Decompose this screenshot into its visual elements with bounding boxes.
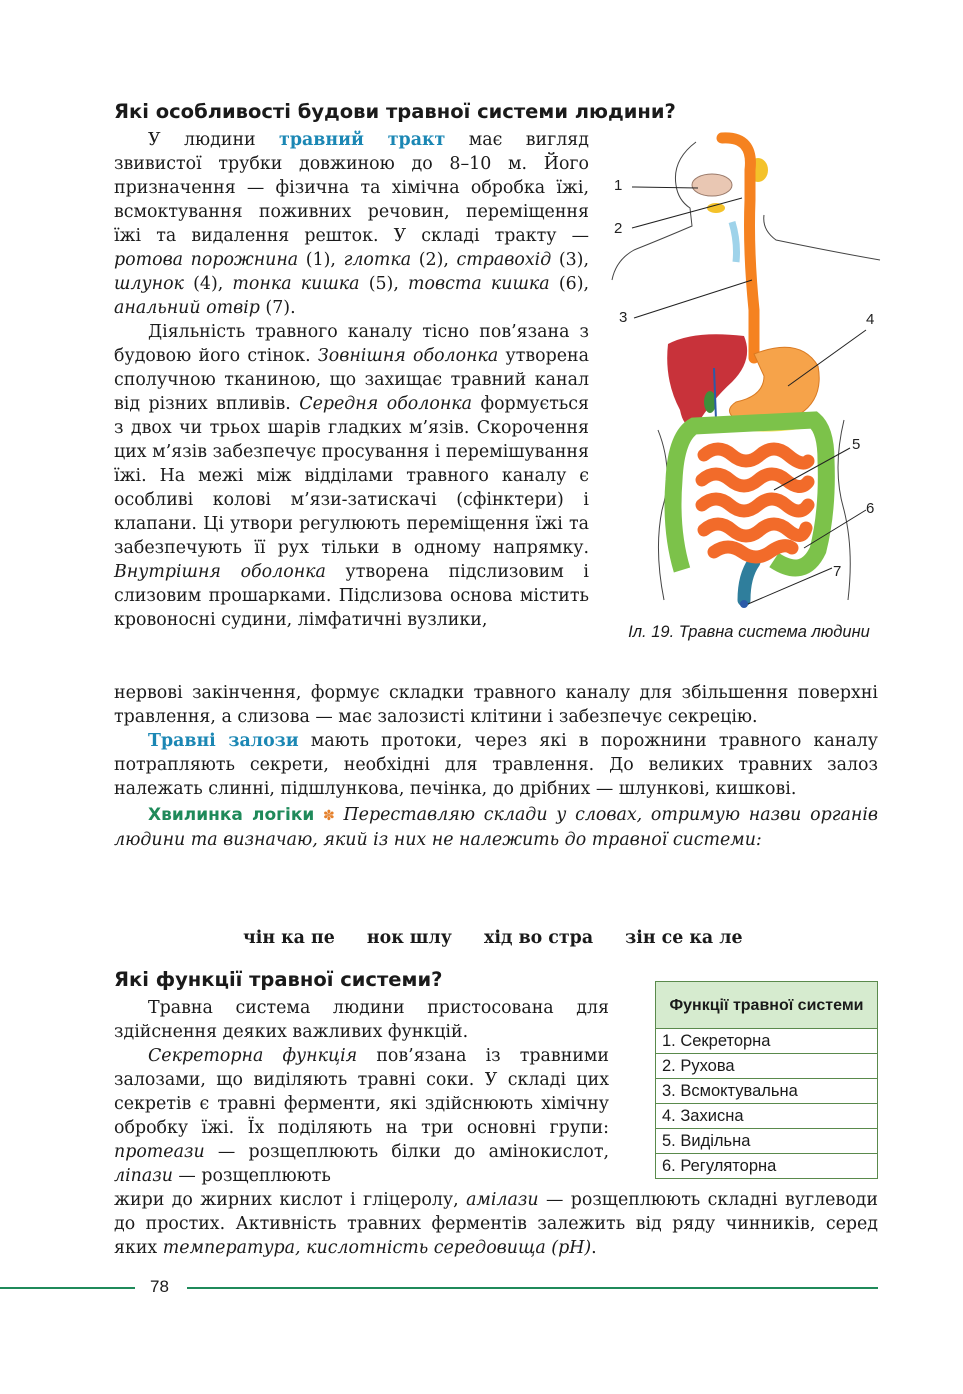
footer-rule-left — [0, 1287, 135, 1289]
logic-label: Хвилинка логіки — [148, 805, 315, 825]
paragraph-tract: У людини травний тракт має вигляд звивистої трубки довжиною до 8–10 м. Його призначення — фізична та хімічна обробка їжі, всмоктування поживних речовин, переміщення їжі та видалення решток. У складі тракту — ротова порожнина (1), глотка (2), стравохід (3), шлунок (4), тонка кишка (5), товста кишка (6), анальний отвір (7). — [114, 130, 590, 318]
paragraph-functions-intro: Травна система людини пристосована для здійснення деяких важливих функцій. — [114, 998, 609, 1042]
table-row: 4. Захисна — [656, 1104, 878, 1129]
callout-number: 1 — [614, 177, 623, 194]
table-row: 2. Рухова — [656, 1054, 878, 1079]
keyword-digestive-glands: Травні залози — [148, 731, 299, 751]
paragraph-secretory: Секреторна функція пов’язана із травними залозами, що виділяють травні соки. У складі цих секретів є травні ферменти, які здійснюють хімічну обробку їжі. Їх поділяють на три основні групи: протеази — розщеплюють білки до амінокислот, ліпази — розщеплюють — [114, 1046, 609, 1186]
figure-caption: Іл. 19. Травна система людини — [628, 623, 870, 641]
footer-rule-right — [187, 1287, 878, 1289]
page-number: 78 — [150, 1277, 169, 1296]
paragraph-walls-continued: нервові закінчення, формує складки травного каналу для збільшення поверхні травлення, а слизова — має залозисті клітини і забезпечує секрецію. — [114, 683, 878, 727]
logic-instructions: Переставляю склади у словах, отримую назви органів людини та визначаю, який із них не належить до травної системи: — [114, 805, 879, 850]
functions-table — [655, 981, 878, 1179]
flower-icon: ✽ — [323, 808, 335, 824]
paragraph-glands: Травні залози мають протоки, через які в порожнини травного каналу потрапляють секрети, необхідні для травлення. До великих травних залоз належать слинні, підшлункова, печінка, до дрібних — шлункові, кишкові. — [114, 731, 878, 799]
callout-number: 6 — [866, 500, 875, 517]
table-row: 3. Всмоктувальна — [656, 1079, 878, 1104]
puzzle-word: зін се ка ле — [625, 928, 743, 948]
callout-number: 4 — [866, 311, 875, 328]
functions-table-header: Функції травної системи — [656, 982, 878, 1029]
section-heading-functions: Які функції травної системи? — [114, 968, 443, 991]
text-functions-upper — [114, 996, 609, 1188]
table-row: 1. Секреторна — [656, 1029, 878, 1054]
text-column-upper — [114, 128, 589, 632]
table-row: 5. Видільна — [656, 1129, 878, 1154]
callout-number: 3 — [619, 309, 628, 326]
paragraph-walls: Діяльність травного каналу тісно пов’язана з будовою його стінок. Зовнішня оболонка утворена сполучною тканиною, що захищає травний канал від різних впливів. Середня оболонка формується з двох чи трьох шарів гладких м’язів. Скорочення цих м’язів забезпечує просування і перемішування їжі. На межі між відділами травного каналу є особливі колові м’язи-затискачі (сфінктери) і клапани. Ці утвори регулюють переміщення їжі та забезпечують її рух тільки в одному напрямку. Внутрішня оболонка утворена підслизовим і слизовим прошарками. Підслизова основа містить кровоносні судини, лімфатичні вузлики, — [114, 322, 589, 630]
logic-exercise — [114, 803, 878, 852]
callout-number: 5 — [852, 436, 861, 453]
paragraph-secretory-continued: жири до жирних кислот і гліцеролу, амілази — розщеплюють складні вуглеводи до простих. Активність травних ферментів залежить від ряду чинників, серед яких температура, кислотність середовища (pH). — [114, 1190, 878, 1258]
table-row: 6. Регуляторна — [656, 1154, 878, 1179]
puzzle-word: хід во стра — [483, 928, 594, 948]
text-column-full — [114, 681, 878, 852]
digestive-system-illustration — [604, 130, 894, 620]
text-functions-full — [114, 1188, 878, 1260]
puzzle-word: чін ка пе — [243, 928, 335, 948]
keyword-digestive-tract: травний тракт — [279, 130, 446, 150]
callout-number: 2 — [614, 220, 623, 237]
section-heading-structure: Які особливості будови травної системи людини? — [114, 100, 676, 123]
puzzle-word: нок шлу — [366, 928, 452, 948]
syllable-puzzle — [243, 928, 769, 948]
callout-number: 7 — [833, 563, 842, 580]
